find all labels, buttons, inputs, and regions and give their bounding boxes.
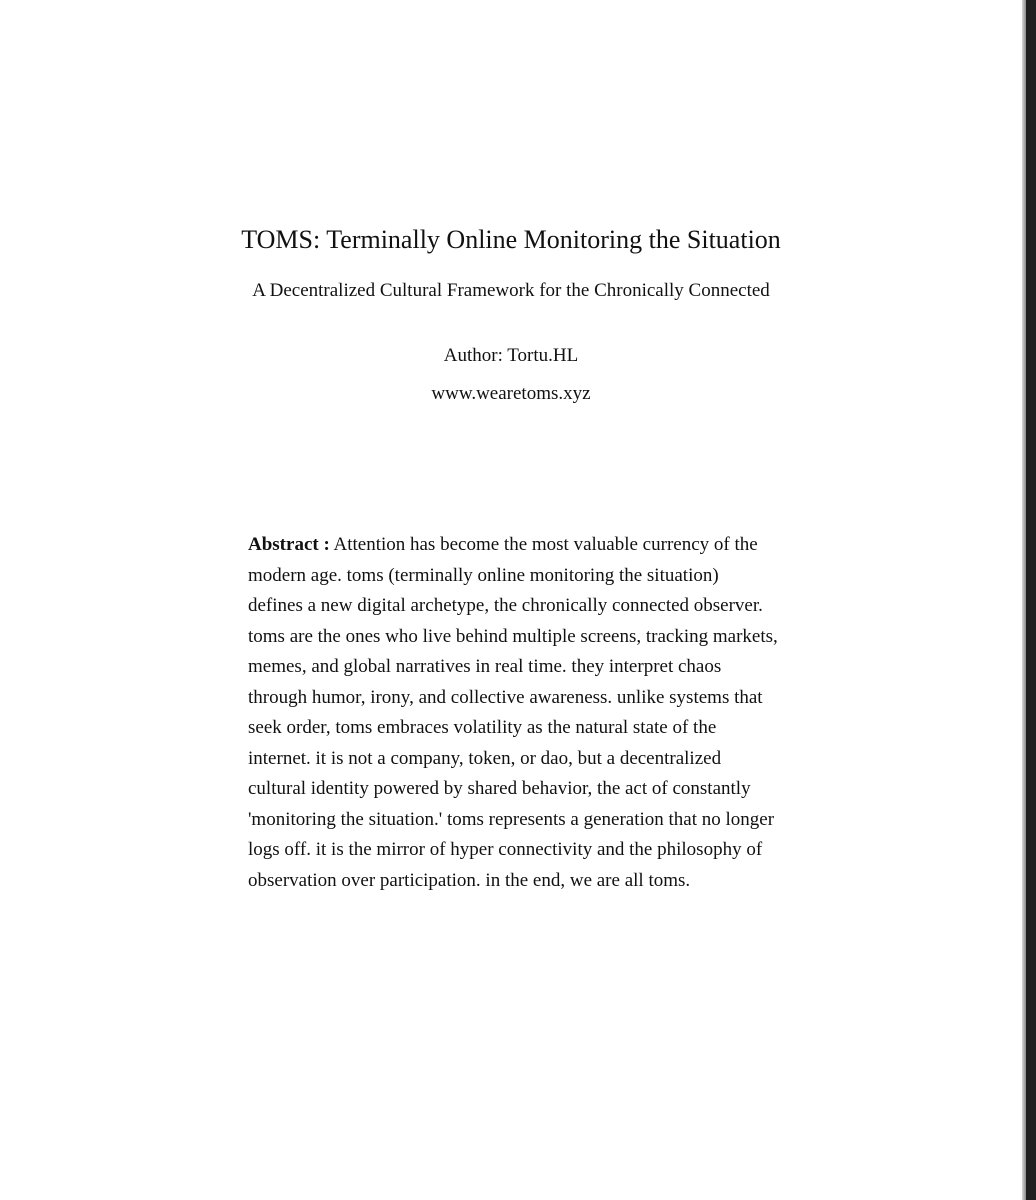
- paper-subtitle: A Decentralized Cultural Framework for the Chronically Connected: [252, 280, 770, 301]
- abstract-text: Attention has become the most valuable currency of the modern age. toms (terminally online monitoring the situation) defines a new digital archetype, the chronically connected observer. toms are the ones who live behind multiple screens, tracking markets, memes, and global narratives in real time. they interpret chaos through humor, irony, and collective awareness. unlike systems that seek order, toms embraces volatility as the natural state of the internet. it is not a company, token, or dao, but a decentralized cultural identity powered by shared behavior, the act of constantly 'monitoring the situation.' toms represents a generation that no longer logs off. it is the mirror of hyper connectivity and the philosophy of observation over participation. in the end, we are all toms.: [248, 534, 778, 891]
- abstract-paragraph: [248, 530, 778, 896]
- paper-author: Author: Tortu.HL: [443, 345, 579, 366]
- paper-website: www.wearetoms.xyz: [431, 383, 591, 404]
- paper-title: TOMS: Terminally Online Monitoring the Situation: [241, 225, 781, 254]
- window-edge-bar: [1026, 0, 1036, 1200]
- abstract-label: Abstract :: [248, 534, 330, 555]
